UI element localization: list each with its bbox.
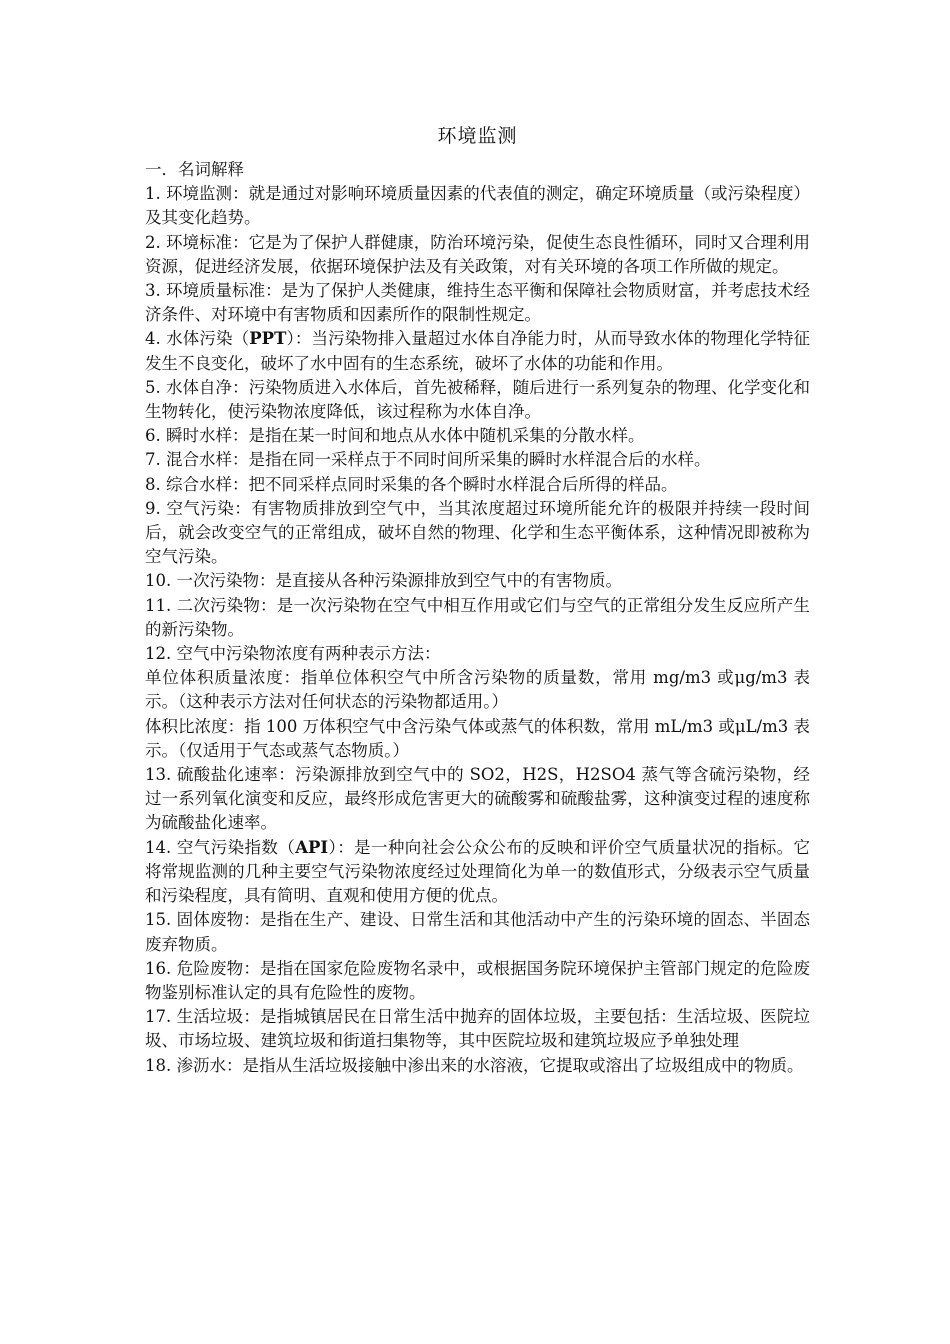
- item-definition: 是一次污染物在空气中相互作用或它们与空气的正常组分发生反应所产生的新污染物。: [145, 595, 811, 639]
- item-number: 2.: [145, 232, 167, 252]
- definition-item: 14. 空气污染指数（API）：是一种向社会公众公布的反映和评价空气质量状况的指标。它将常规监测的几种主要空气污染物浓度经过处理简化为单一的数值形式，分级表示空气质量和污染程度，具有简明、直观和使用方便的优点。: [145, 837, 811, 906]
- definition-item: 6. 瞬时水样：是指在某一时间和地点从水体中随机采集的分散水样。: [145, 426, 645, 446]
- item-definition: 它是为了保护人群健康，防治环境污染，促使生态良性循环，同时又合理利用资源，促进经济发展，依据环境保护法及有关政策，对有关环境的各项工作所做的规定。: [145, 232, 811, 276]
- item-term: 瞬时水样: [166, 426, 232, 446]
- item-abbreviation: API: [295, 837, 329, 857]
- item-definition: 有害物质排放到空气中，当其浓度超过环境所能允许的极限并持续一段时间后，就会改变空气的正常组成，破坏自然的物理、化学和生态平衡体系，这种情况即被称为空气污染。: [145, 498, 811, 567]
- item-term: 体积比浓度: [145, 716, 228, 736]
- item-term: 二次污染物: [176, 595, 261, 615]
- definition-item: 13. 硫酸盐化速率：污染源排放到空气中的 SO2，H2S，H2SO4 蒸气等含硫污染物，经过一系列氧化演变和反应，最终形成危害更大的硫酸雾和硫酸盐雾，这种演变过程的速度称为硫酸盐化速率。: [145, 765, 810, 833]
- item-definition: 指单位体积空气中所含污染物的质量数，常用 mg/m3 或μg/m3 表示。（这种表示方法对任何状态的污染物都适用。）: [145, 668, 811, 712]
- item-number: 8.: [145, 474, 166, 494]
- item-number: 4.: [145, 329, 167, 349]
- item-number: 10.: [145, 571, 177, 591]
- definition-item: 11. 二次污染物：是一次污染物在空气中相互作用或它们与空气的正常组分发生反应所产生的新污染物。: [145, 595, 811, 639]
- item-definition: 就是通过对影响环境质量因素的代表值的测定，确定环境质量（或污染程度）及其变化趋势。: [145, 184, 811, 228]
- item-definition: 是一种向社会公众公布的反映和评价空气质量状况的指标。它将常规监测的几种主要空气污染物浓度经过处理简化为单一的数值形式，分级表示空气质量和污染程度，具有简明、直观和使用方便的优点。: [145, 837, 811, 906]
- definition-item: 体积比浓度：指 100 万体积空气中含污染气体或蒸气的体积数，常用 mL/m3 或μL/m3 表示。（仅适用于气态或蒸气态物质。）: [145, 716, 811, 760]
- item-number: 3.: [145, 281, 167, 301]
- definition-item: 3. 环境质量标准：是为了保护人类健康，维持生态平衡和保障社会物质财富，并考虑技术经济条件、对环境中有害物质和因素所作的限制性规定。: [145, 281, 811, 325]
- item-number: 13.: [145, 765, 177, 785]
- item-definition: 是指在某一时间和地点从水体中随机采集的分散水样。: [248, 426, 645, 446]
- definition-item: 17. 生活垃圾：是指城镇居民在日常生活中抛弃的固体垃圾，主要包括：生活垃圾、医院垃圾、市场垃圾、建筑垃圾和街道扫集物等，其中医院垃圾和建筑垃圾应予单独处理: [145, 1007, 811, 1051]
- item-term: 水体自净: [166, 377, 233, 397]
- item-definition: 是指城镇居民在日常生活中抛弃的固体垃圾，主要包括：生活垃圾、医院垃圾、市场垃圾、建筑垃圾和街道扫集物等，其中医院垃圾和建筑垃圾应予单独处理: [145, 1007, 811, 1051]
- item-number: 6.: [145, 426, 166, 446]
- item-definition: 当污染物排入量超过水体自净能力时，从而导致水体的物理化学特征发生不良变化，破坏了水中固有的生态系统，破坏了水体的功能和作用。: [145, 329, 811, 373]
- item-definition: 是指在国家危险废物名录中，或根据国务院环境保护主管部门规定的危险废物鉴别标准认定的具有危险性的废物。: [145, 958, 811, 1002]
- item-number: 5.: [145, 377, 167, 397]
- item-term: 环境标准: [166, 232, 233, 252]
- definition-item: 1. 环境监测：就是通过对影响环境质量因素的代表值的测定，确定环境质量（或污染程度）及其变化趋势。: [145, 184, 811, 228]
- section-heading: 一．名词解释: [145, 160, 244, 179]
- definition-item: 单位体积质量浓度：指单位体积空气中所含污染物的质量数，常用 mg/m3 或μg/m3 表示。（这种表示方法对任何状态的污染物都适用。）: [145, 668, 811, 712]
- item-term: 固体废物: [176, 910, 244, 930]
- item-term: 单位体积质量浓度: [145, 668, 284, 688]
- item-definition: 是指在生产、建设、日常生活和其他活动中产生的污染环境的固态、半固态废弃物质。: [145, 910, 811, 954]
- item-term: 空气中污染物浓度有两种表示方法: [176, 644, 424, 664]
- item-term: 综合水样: [166, 474, 232, 494]
- item-number: 18.: [145, 1055, 177, 1075]
- item-number: 9.: [145, 498, 167, 518]
- item-number: 15.: [145, 910, 177, 930]
- document-body: [145, 158, 810, 1078]
- item-term: 环境监测: [166, 184, 233, 204]
- item-definition: 指 100 万体积空气中含污染气体或蒸气的体积数，常用 mL/m3 或μL/m3 表示。（仅适用于气态或蒸气态物质。）: [145, 716, 811, 760]
- item-definition: 是指从生活垃圾接触中渗出来的水溶液，它提取或溶出了垃圾组成中的物质。: [242, 1055, 804, 1075]
- definition-item: 12. 空气中污染物浓度有两种表示方法：: [145, 644, 441, 664]
- item-number: 16.: [145, 958, 177, 978]
- item-term: 混合水样: [166, 450, 232, 470]
- item-number: 11.: [145, 595, 177, 615]
- item-term: 渗沥水: [176, 1055, 226, 1075]
- definition-item: 18. 渗沥水：是指从生活垃圾接触中渗出来的水溶液，它提取或溶出了垃圾组成中的物质。: [145, 1055, 804, 1075]
- item-definition: 污染物质进入水体后，首先被稀释，随后进行一系列复杂的物理、化学变化和生物转化，使污染物浓度降低，该过程称为水体自净。: [145, 377, 811, 422]
- item-term: 硫酸盐化速率: [176, 765, 279, 785]
- item-number: 1.: [145, 184, 167, 204]
- item-abbreviation: PPT: [249, 329, 287, 349]
- definition-item: 10. 一次污染物：是直接从各种污染源排放到空气中的有害物质。: [145, 571, 622, 591]
- item-term: 危险废物: [176, 958, 244, 978]
- item-number: 7.: [145, 450, 166, 470]
- definition-item: 8. 综合水样：把不同采样点同时采集的各个瞬时水样混合后所得的样品。: [145, 474, 678, 494]
- item-term: 环境质量标准: [166, 281, 266, 301]
- item-term: 空气污染: [166, 498, 235, 518]
- definition-item: 9. 空气污染：有害物质排放到空气中，当其浓度超过环境所能允许的极限并持续一段时间后，就会改变空气的正常组成，破坏自然的物理、化学和生态平衡体系，这种情况即被称为空气污染。: [145, 498, 811, 567]
- definition-item: 7. 混合水样：是指在同一采样点于不同时间所采集的瞬时水样混合后的水样。: [145, 450, 711, 470]
- definition-item: 15. 固体废物：是指在生产、建设、日常生活和其他活动中产生的污染环境的固态、半固态废弃物质。: [145, 910, 811, 954]
- definition-item: 5. 水体自净：污染物质进入水体后，首先被稀释，随后进行一系列复杂的物理、化学变化和生物转化，使污染物浓度降低，该过程称为水体自净。: [145, 377, 811, 422]
- definition-item: 4. 水体污染（PPT）：当污染物排入量超过水体自净能力时，从而导致水体的物理化学特征发生不良变化，破坏了水中固有的生态系统，破坏了水体的功能和作用。: [145, 329, 811, 373]
- item-definition: 是指在同一采样点于不同时间所采集的瞬时水样混合后的水样。: [248, 450, 711, 470]
- item-term: 生活垃圾: [176, 1007, 244, 1027]
- item-number: 12.: [145, 644, 177, 664]
- document-title: 环境监测: [437, 125, 518, 147]
- item-term: 空气污染指数: [176, 837, 279, 857]
- definition-item: 16. 危险废物：是指在国家危险废物名录中，或根据国务院环境保护主管部门规定的危险废物鉴别标准认定的具有危险性的废物。: [145, 958, 811, 1002]
- item-definition: 污染源排放到空气中的 SO2，H2S，H2SO4 蒸气等含硫污染物，经过一系列氧化演变和反应，最终形成危害更大的硫酸雾和硫酸盐雾，这种演变过程的速度称为硫酸盐化速率。: [145, 765, 810, 833]
- item-definition: 是为了保护人类健康，维持生态平衡和保障社会物质财富，并考虑技术经济条件、对环境中有害物质和因素所作的限制性规定。: [145, 281, 811, 325]
- item-definition: 是直接从各种污染源排放到空气中的有害物质。: [275, 571, 622, 591]
- item-number: 17.: [145, 1007, 177, 1027]
- item-term: 一次污染物: [176, 571, 259, 591]
- item-definition: 把不同采样点同时采集的各个瞬时水样混合后所得的样品。: [248, 474, 678, 494]
- definition-item: 2. 环境标准：它是为了保护人群健康，防治环境污染，促使生态良性循环，同时又合理利用资源，促进经济发展，依据环境保护法及有关政策，对有关环境的各项工作所做的规定。: [145, 232, 811, 276]
- item-term: 水体污染: [166, 329, 233, 349]
- definition-list: [145, 182, 810, 1078]
- item-number: 14.: [145, 837, 177, 857]
